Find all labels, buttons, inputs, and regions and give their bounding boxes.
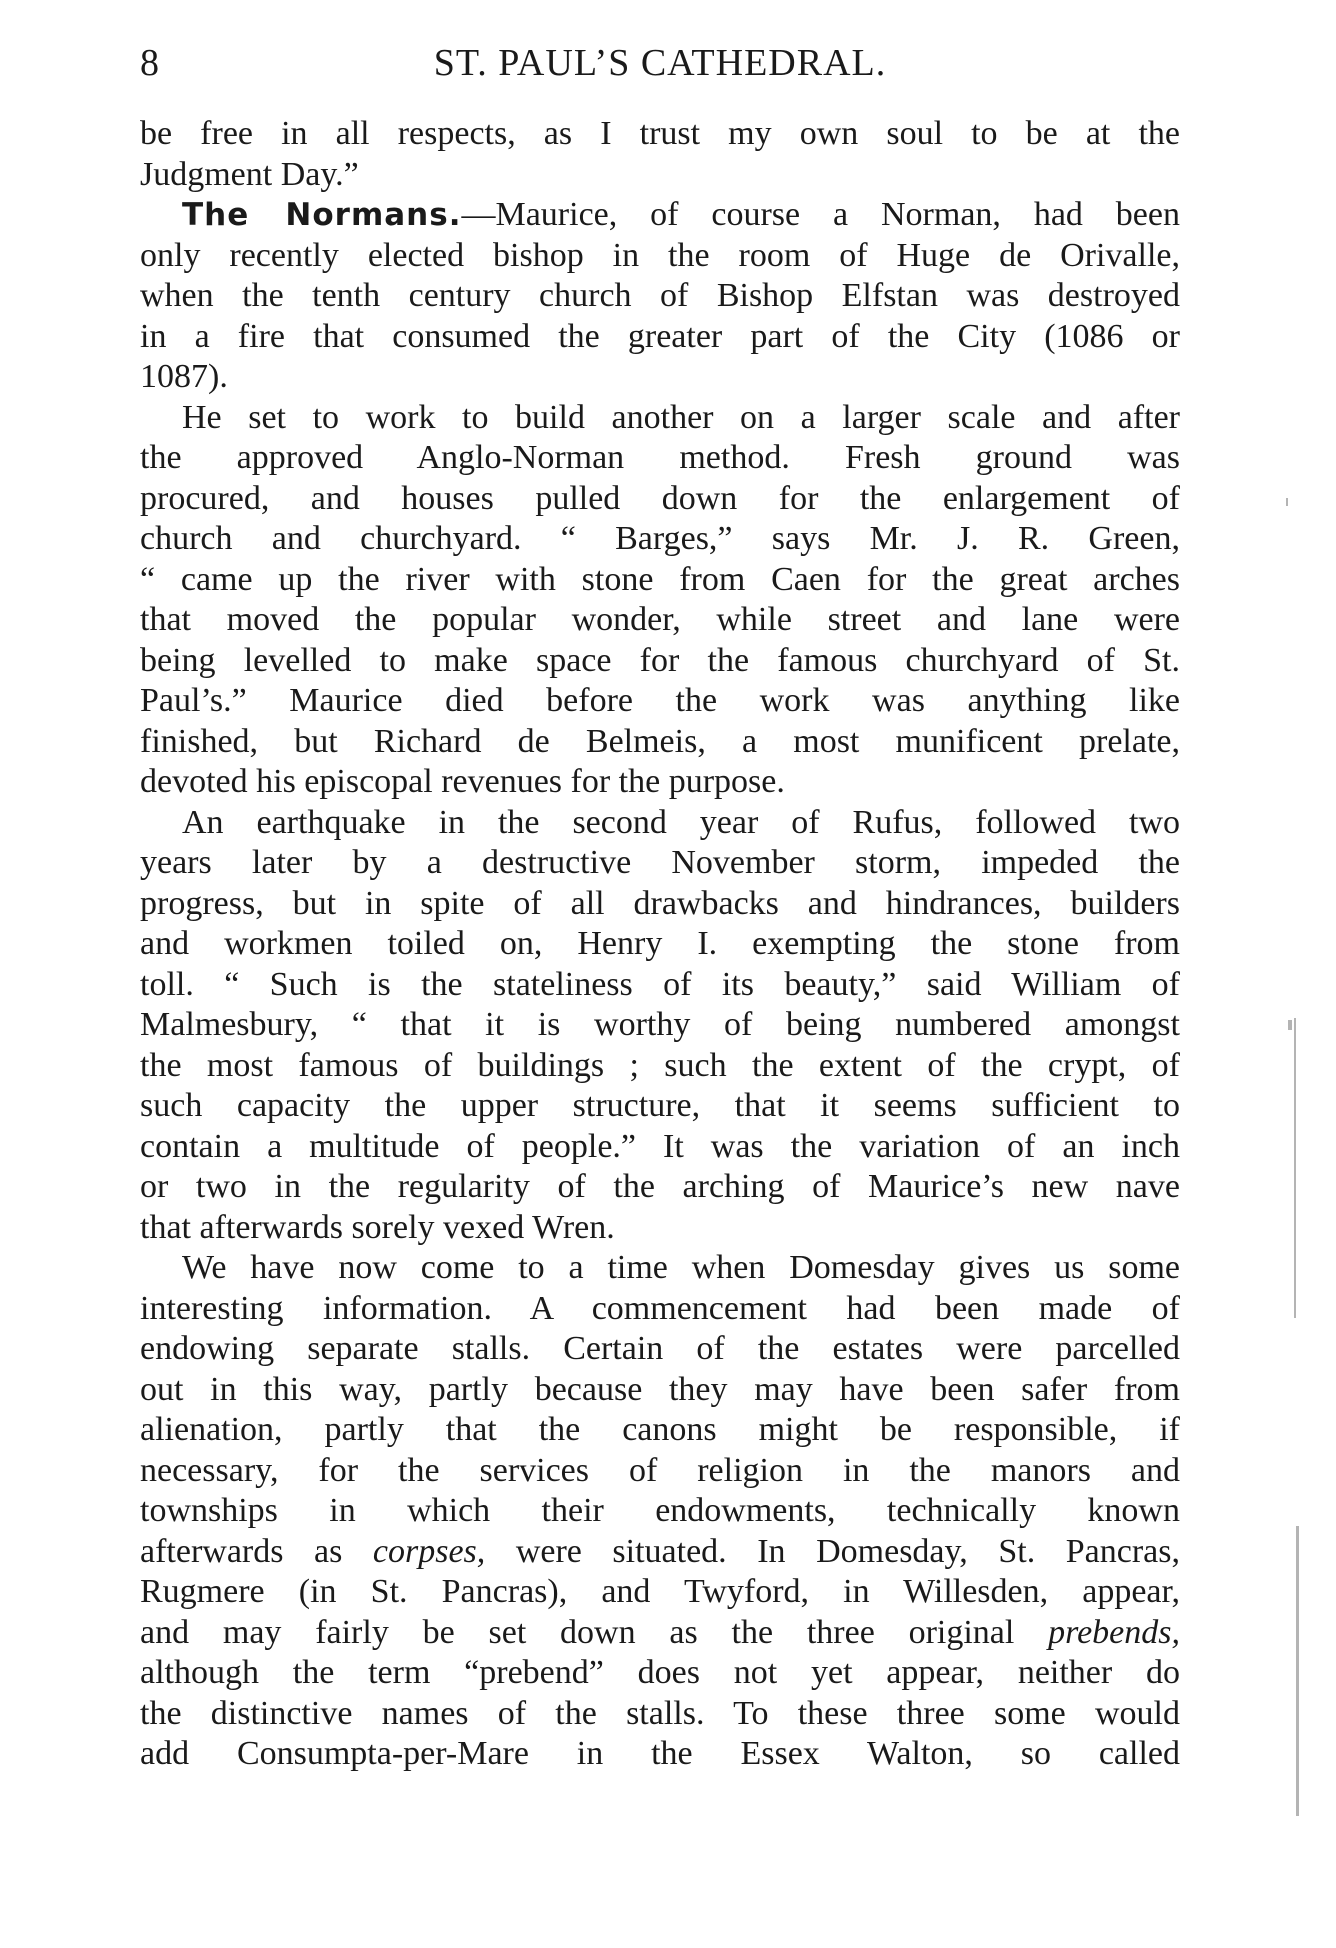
text-line [140, 641, 1180, 682]
text-line [140, 1046, 1180, 1087]
scan-margin-mark [1294, 1018, 1296, 1318]
text-line [140, 276, 1180, 317]
text-run: Judgment Day.” [140, 155, 359, 193]
text-line [140, 479, 1180, 520]
text-run: the distinctive names of the stalls. To these three some would [140, 1694, 1180, 1732]
text-line [140, 884, 1180, 925]
text-run: add Consumpta-per-Mare in the Essex Walton, so called [140, 1735, 1180, 1772]
text-line [140, 155, 1180, 196]
text-run: devoted his episcopal revenues for the purpose. [140, 763, 785, 800]
text-line [140, 1370, 1180, 1411]
text-run: “ came up the river with stone from Caen for the great arches [140, 560, 1180, 598]
text-line [140, 1127, 1180, 1168]
text-run: afterwards as [140, 1532, 373, 1570]
text-run: contain a multitude of people.” It was the variation of an inch [140, 1127, 1180, 1165]
text-line [140, 681, 1180, 722]
text-run: church and churchyard. “ Barges,” says Mr. J. R. Green, [140, 520, 1180, 557]
text-run: in a fire that consumed the greater part of the City (1086 or [140, 317, 1180, 355]
text-run: endowing separate stalls. Certain of the estates were parcelled [140, 1330, 1180, 1367]
text-line [140, 1734, 1180, 1775]
text-run: were situated. In Domesday, St. Pancras, [485, 1532, 1180, 1570]
text-line [140, 398, 1180, 439]
scan-margin-mark [1286, 498, 1288, 506]
text-line [140, 438, 1180, 479]
text-line [140, 1248, 1180, 1289]
italic-term: corpses, [372, 1532, 486, 1570]
text-line [140, 1653, 1180, 1694]
text-line [140, 924, 1180, 965]
text-line [140, 965, 1180, 1006]
running-head [140, 38, 1180, 88]
text-run: An earthquake in the second year of Rufus, followed two [182, 803, 1180, 841]
text-run: when the tenth century church of Bishop Elfstan was destroyed [140, 277, 1180, 314]
text-run: be free in all respects, as I trust my own soul to be at the [140, 115, 1180, 152]
text-line [140, 114, 1180, 155]
italic-term: prebends, [1048, 1613, 1180, 1651]
text-run: Malmesbury, “ that it is worthy of being numbered amongst [140, 1006, 1180, 1043]
text-line [140, 1167, 1180, 1208]
text-run: 1087). [140, 358, 228, 395]
page-number: 8 [140, 42, 160, 84]
text-run: Rugmere (in St. Pancras), and Twyford, in Willesden, appear, [140, 1573, 1180, 1610]
text-run: being levelled to make space for the famous churchyard of St. [140, 641, 1180, 679]
text-run: He set to work to build another on a larger scale and after [182, 398, 1180, 436]
text-line [140, 600, 1180, 641]
text-run: finished, but Richard de Belmeis, a most munificent prelate, [140, 722, 1180, 760]
text-run: and workmen toiled on, Henry I. exempting the stone from [140, 925, 1180, 962]
text-run: the most famous of buildings ; such the extent of the crypt, of [140, 1046, 1180, 1084]
text-run: that moved the popular wonder, while street and lane were [140, 601, 1180, 638]
text-run: out in this way, partly because they may have been safer from [140, 1370, 1180, 1408]
text-line [140, 1532, 1180, 1573]
body-text [140, 114, 1180, 1775]
text-run: or two in the regularity of the arching of Maurice’s new nave [140, 1168, 1180, 1205]
text-line [140, 1410, 1180, 1451]
text-line [140, 317, 1180, 358]
text-line [140, 722, 1180, 763]
text-run: interesting information. A commencement had been made of [140, 1289, 1180, 1327]
text-line [140, 1086, 1180, 1127]
text-run: necessary, for the services of religion in the manors and [140, 1451, 1180, 1489]
text-line [140, 1289, 1180, 1330]
text-run: and may fairly be set down as the three original [140, 1613, 1049, 1651]
text-run: —Maurice, of course a Norman, had been [461, 196, 1180, 233]
text-run: procured, and houses pulled down for the enlargement of [140, 479, 1180, 517]
text-line [140, 195, 1180, 236]
text-run: such capacity the upper structure, that it seems sufficient to [140, 1087, 1180, 1124]
scan-margin-mark [1288, 1020, 1292, 1030]
text-run: townships in which their endowments, technically known [140, 1492, 1180, 1529]
text-run: only recently elected bishop in the room of Huge de Orivalle, [140, 236, 1180, 274]
text-line [140, 803, 1180, 844]
text-run: although the term “prebend” does not yet appear, neither do [140, 1654, 1180, 1691]
text-line [140, 1005, 1180, 1046]
text-line [140, 1491, 1180, 1532]
text-run: alienation, partly that the canons might be responsible, if [140, 1411, 1180, 1448]
text-line [140, 1572, 1180, 1613]
text-run: years later by a destructive November storm, impeded the [140, 844, 1180, 881]
text-line [140, 1613, 1180, 1654]
text-line [140, 762, 1180, 803]
text-run: progress, but in spite of all drawbacks and hindrances, builders [140, 884, 1180, 922]
section-heading: The Normans. [182, 197, 462, 233]
text-line [140, 519, 1180, 560]
text-line [140, 560, 1180, 601]
text-run: that afterwards sorely vexed Wren. [140, 1208, 615, 1246]
scan-margin-mark [1296, 1526, 1299, 1816]
text-line [140, 1208, 1180, 1249]
text-line [140, 357, 1180, 398]
text-line [140, 1694, 1180, 1735]
text-line [140, 843, 1180, 884]
text-line [140, 1451, 1180, 1492]
text-line [140, 1329, 1180, 1370]
text-run: the approved Anglo-Norman method. Fresh ground was [140, 439, 1180, 476]
text-run: Paul’s.” Maurice died before the work was anything like [140, 682, 1180, 719]
running-title: ST. PAUL’S CATHEDRAL. [433, 42, 887, 84]
text-run: We have now come to a time when Domesday gives us some [182, 1249, 1180, 1286]
text-line [140, 236, 1180, 277]
text-run: toll. “ Such is the stateliness of its beauty,” said William of [140, 965, 1180, 1003]
